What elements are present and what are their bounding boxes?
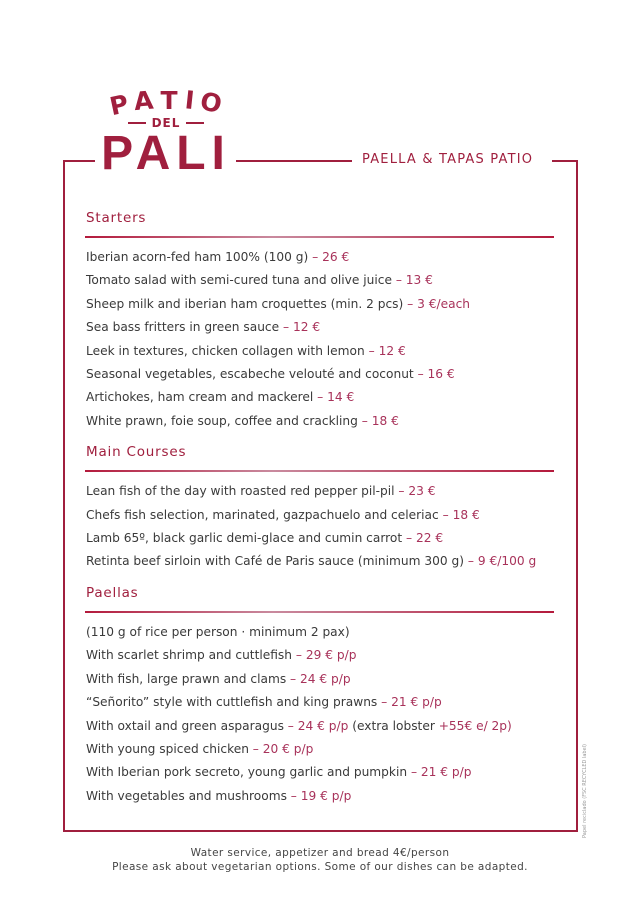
menu-item-separator: – <box>313 390 328 405</box>
frame-top-middle-line <box>236 160 352 162</box>
menu-item-name: Chefs fish selection, marinated, gazpachuelo and celeriac <box>86 507 439 522</box>
menu-item <box>86 761 554 784</box>
menu-item-name: Sea bass fritters in green sauce <box>86 320 280 335</box>
menu-item-name: “Señorito” style with cuttlefish and king prawns <box>86 695 378 710</box>
menu-item <box>86 316 554 339</box>
footer-service-note: Water service, appetizer and bread 4€/person <box>190 847 450 859</box>
menu-item-separator: – <box>377 695 392 710</box>
frame-top-left-line <box>63 160 95 162</box>
menu-content <box>86 208 554 808</box>
menu-item <box>86 410 554 433</box>
menu-item-name: With Iberian pork secreto, young garlic and pumpkin <box>86 765 408 780</box>
logo-dash-right <box>186 122 204 124</box>
menu-item-name: White prawn, foie soup, coffee and crackling <box>86 413 358 428</box>
paellas-list <box>86 644 554 808</box>
menu-item-price: 26 € <box>322 250 350 264</box>
menu-item-name: Leek in textures, chicken collagen with lemon <box>86 343 365 358</box>
menu-item-price: 18 € <box>452 507 480 522</box>
footer <box>0 846 640 874</box>
menu-item <box>86 386 554 409</box>
section-divider <box>85 236 554 238</box>
menu-item-price: 13 € <box>405 273 433 288</box>
menu-item-separator: – <box>357 413 372 428</box>
menu-item <box>86 785 554 808</box>
menu-item-separator: – <box>292 648 306 663</box>
section-divider <box>85 470 554 472</box>
menu-item-extra: (extra lobster <box>348 718 439 733</box>
menu-item-separator: – <box>402 531 416 546</box>
logo-patio: PATIO <box>106 84 232 122</box>
footer-vegetarian-note: Please ask about vegetarian options. Some of our dishes can be adapted. <box>112 861 528 873</box>
menu-item-price: 3 €/each <box>417 296 470 311</box>
menu-item-name: With young spiced chicken <box>86 741 249 756</box>
menu-item <box>86 527 554 550</box>
menu-item-name: With scarlet shrimp and cuttlefish <box>86 648 292 663</box>
section-divider <box>85 611 554 613</box>
menu-item-price: 20 € p/p <box>262 741 314 756</box>
menu-item-price: 29 € p/p <box>305 648 357 663</box>
section-title-main-courses: Main Courses <box>86 444 187 461</box>
menu-item-name: With fish, large prawn and clams <box>86 671 287 686</box>
menu-item-price: 16 € <box>427 367 455 382</box>
menu-item <box>86 550 554 573</box>
frame-top-right-line <box>552 160 578 162</box>
logo-pali: PALI <box>101 127 231 180</box>
menu-item <box>86 293 554 316</box>
menu-item-price: 24 € p/p <box>300 671 351 686</box>
menu-item <box>86 340 554 363</box>
menu-item-price: 22 € <box>415 531 444 546</box>
menu-item-name: Sheep milk and iberian ham croquettes (min. 2 pcs) <box>86 296 408 311</box>
menu-item-price: 21 € p/p <box>420 765 472 780</box>
paellas-note: (110 g of rice per person · minimum 2 pax) <box>86 624 350 639</box>
menu-item-name: Retinta beef sirloin with Café de Paris sauce (minimum 300 g) <box>86 554 464 569</box>
menu-item <box>86 246 554 269</box>
menu-item-price: 21 € p/p <box>391 695 442 710</box>
menu-item-name: Iberian acorn-fed ham 100% (100 g) <box>86 250 309 264</box>
menu-item-separator: – <box>394 484 409 499</box>
menu-item-separator: – <box>283 718 298 733</box>
menu-item <box>86 715 554 738</box>
starters-list <box>86 246 554 433</box>
menu-subtitle: PAELLA & TAPAS PATIO <box>362 152 534 167</box>
menu-item-price: 24 € p/p <box>297 718 349 733</box>
menu-item-price: 23 € <box>408 484 436 499</box>
menu-item-name: With vegetables and mushrooms <box>86 788 287 803</box>
recycled-paper-note: Papel reciclado (FSC RECYCLED label) <box>582 744 588 838</box>
menu-item-name: Lamb 65º, black garlic demi-glace and cumin carrot <box>86 531 403 546</box>
menu-item-price: 18 € <box>371 413 399 428</box>
section-title-paellas: Paellas <box>86 584 139 601</box>
main-courses-list <box>86 480 554 574</box>
menu-item-name: Tomato salad with semi-cured tuna and olive juice <box>86 273 392 288</box>
menu-item-price: 19 € p/p <box>300 788 352 803</box>
menu-item-separator: – <box>248 741 263 756</box>
menu-item-separator: – <box>279 320 293 335</box>
menu-item-name: Lean fish of the day with roasted red pepper pil-pil <box>86 484 395 499</box>
menu-item <box>86 738 554 761</box>
menu-item <box>86 363 554 386</box>
menu-item-separator: – <box>413 367 428 382</box>
menu-item-separator: – <box>463 554 478 569</box>
menu-item-separator: – <box>286 671 301 686</box>
menu-item-price: 12 € <box>378 343 406 358</box>
menu-item <box>86 691 554 714</box>
menu-item-extra-price: +55€ e/ 2p) <box>438 718 512 733</box>
menu-item-price: 14 € <box>327 390 355 405</box>
menu-item <box>86 668 554 691</box>
menu-item-separator: – <box>407 296 418 311</box>
menu-item <box>86 269 554 292</box>
menu-item-price: 12 € <box>292 320 321 335</box>
menu-item-name: With oxtail and green asparagus <box>86 718 284 733</box>
logo-del: DEL <box>96 116 236 130</box>
menu-item <box>86 504 554 527</box>
menu-item-separator: – <box>407 765 421 780</box>
menu-item-separator: – <box>391 273 406 288</box>
menu-item-separator: – <box>364 343 379 358</box>
menu-item-separator: – <box>286 788 301 803</box>
menu-item-separator: – <box>308 250 323 264</box>
menu-item-price: 9 €/100 g <box>477 554 537 569</box>
logo-dash-left <box>128 122 146 124</box>
menu-item <box>86 644 554 667</box>
section-title-starters: Starters <box>86 210 147 226</box>
menu-item-name: Artichokes, ham cream and mackerel <box>86 390 314 405</box>
menu-item-separator: – <box>438 507 453 522</box>
menu-item-name: Seasonal vegetables, escabeche velouté and coconut <box>86 367 414 382</box>
menu-item <box>86 480 554 503</box>
